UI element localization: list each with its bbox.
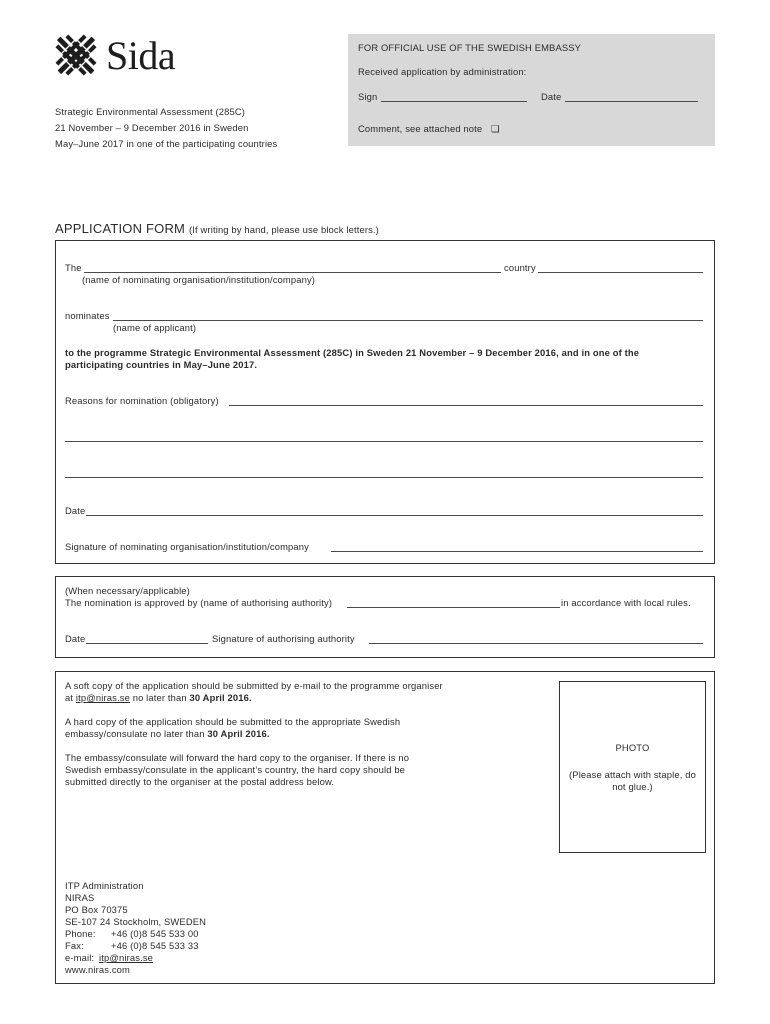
photo-label: PHOTO: [615, 742, 650, 753]
comment-checkbox[interactable]: ❏: [491, 123, 500, 134]
authority-signature-label: Signature of authorising authority: [212, 633, 355, 644]
official-date-line[interactable]: [565, 101, 698, 102]
authority-signature-field[interactable]: [369, 643, 703, 644]
nomination-signature-field[interactable]: [331, 551, 703, 552]
course-dates-sweden: 21 November – 9 December 2016 in Sweden: [55, 122, 249, 133]
authority-date-label: Date: [65, 633, 86, 644]
phone-label: Phone:: [65, 928, 96, 939]
sida-logo-icon: [54, 33, 98, 77]
form-note: (If writing by hand, please use block letters.): [189, 224, 379, 235]
form-title: APPLICATION FORM: [55, 221, 186, 236]
nomination-date-field[interactable]: [86, 515, 703, 516]
reasons-field-line-3[interactable]: [65, 477, 703, 478]
organisation-hint: (name of nominating organisation/institution/company): [82, 274, 316, 285]
hard-copy-text: A hard copy of the application should be submitted to the appropriate Swedish embassy/consulate no later than 30 April 2016.: [65, 716, 401, 739]
country-label: country: [504, 262, 536, 273]
course-dates-countries: May–June 2017 in one of the participating countries: [55, 138, 278, 149]
applicant-name-field[interactable]: [113, 320, 703, 321]
official-sign-label: Sign: [358, 91, 378, 102]
programme-statement: to the programme Strategic Environmental Assessment (285C) in Sweden 21 November – 9 December 2016, and in one of the participating countries in May–June 2017.: [65, 347, 640, 370]
soft-copy-text: A soft copy of the application should be submitted by e-mail to the programme organiser at itp@niras.se no later than 30 April 2016.: [65, 680, 443, 703]
logo-wordmark: Sida: [106, 33, 176, 78]
authority-name-field[interactable]: [347, 607, 560, 608]
fax-number: +46 (0)8 545 533 33: [111, 940, 199, 951]
official-comment-label: Comment, see attached note: [358, 123, 483, 134]
forward-text: The embassy/consulate will forward the hard copy to the organiser. If there is no Swedish embassy/consulate in the applicant’s country, the hard copy should be submitted directly to the organiser at the postal address below.: [65, 752, 410, 787]
received-label: Received application by administration:: [358, 66, 527, 77]
local-rules-label: in accordance with local rules.: [561, 597, 691, 608]
address-line-2: NIRAS: [65, 892, 95, 903]
phone-number: +46 (0)8 545 533 00: [111, 928, 199, 939]
authority-date-field[interactable]: [86, 643, 208, 644]
soft-copy-email-link[interactable]: itp@niras.se: [75, 692, 130, 703]
course-title: Strategic Environmental Assessment (285C): [55, 106, 246, 117]
reasons-field-line-2[interactable]: [65, 441, 703, 442]
the-label: The: [65, 262, 82, 273]
nominates-label: nominates: [65, 310, 110, 321]
nomination-signature-label: Signature of nominating organisation/institution/company: [65, 541, 309, 552]
reasons-label: Reasons for nomination (obligatory): [65, 395, 219, 406]
address-email-link[interactable]: itp@niras.se: [99, 952, 154, 963]
fax-label: Fax:: [65, 940, 84, 951]
authority-approved-label: The nomination is approved by (name of authorising authority): [65, 597, 333, 608]
email-label: e-mail:: [65, 952, 95, 963]
photo-box[interactable]: [559, 681, 706, 853]
address-line-1: ITP Administration: [65, 880, 144, 891]
organisation-name-field[interactable]: [84, 272, 501, 273]
applicant-hint: (name of applicant): [113, 322, 197, 333]
official-date-label: Date: [541, 91, 562, 102]
address-line-4: SE-107 24 Stockholm, SWEDEN: [65, 916, 207, 927]
address-line-3: PO Box 70375: [65, 904, 128, 915]
authority-when-label: (When necessary/applicable): [65, 585, 190, 596]
website-link[interactable]: www.niras.com: [65, 964, 130, 975]
official-sign-line[interactable]: [381, 101, 527, 102]
photo-instruction: (Please attach with staple, do not glue.): [569, 769, 696, 792]
nomination-date-label: Date: [65, 505, 86, 516]
country-field[interactable]: [538, 272, 703, 273]
reasons-field-line-1[interactable]: [229, 405, 703, 406]
official-heading: FOR OFFICIAL USE OF THE SWEDISH EMBASSY: [358, 42, 582, 53]
